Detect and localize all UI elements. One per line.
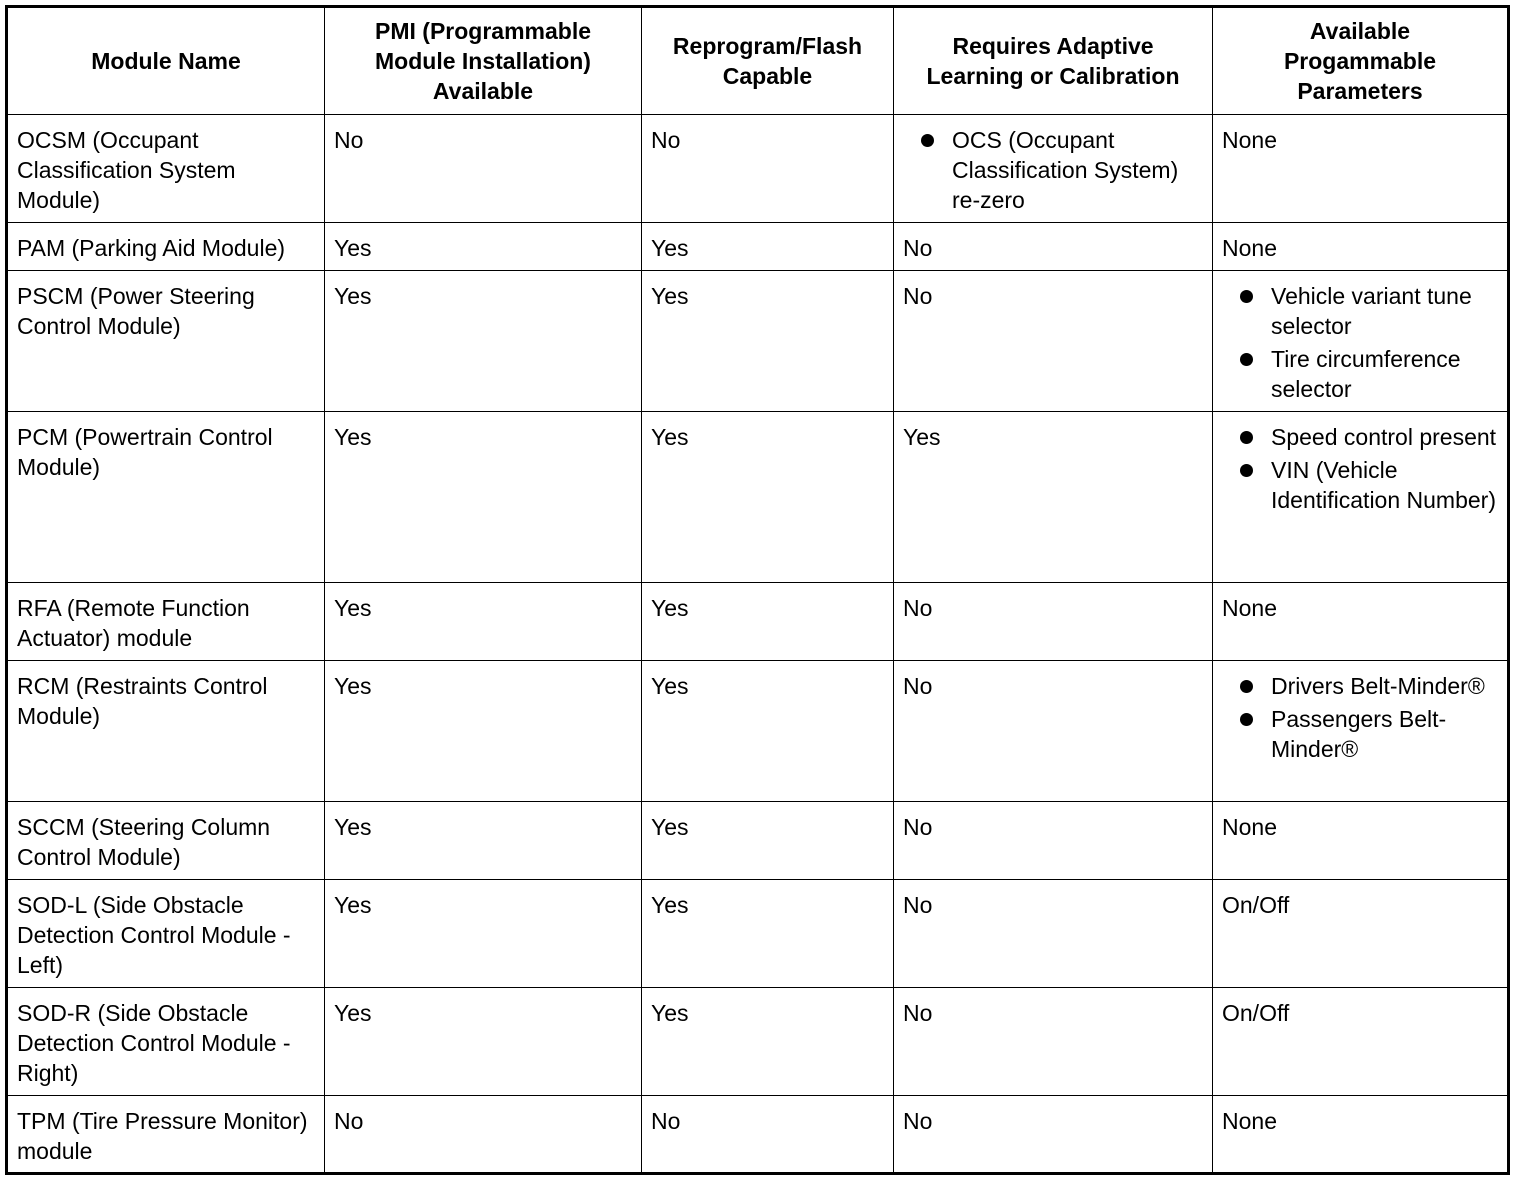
header-parameters: Available Progammable Parameters <box>1213 7 1509 115</box>
pmi-cell: Yes <box>325 223 642 271</box>
adaptive-cell <box>894 802 1213 880</box>
table-row <box>7 223 1509 271</box>
module-name-cell: PCM (Powertrain Control Module) <box>7 412 325 583</box>
table-row <box>7 1096 1509 1174</box>
flash-cell: Yes <box>642 988 894 1096</box>
module-name-cell: SOD-L (Side Obstacle Detection Control Module - Left) <box>7 880 325 988</box>
adaptive-cell <box>894 223 1213 271</box>
flash-cell: Yes <box>642 661 894 802</box>
module-name-cell: PSCM (Power Steering Control Module) <box>7 271 325 412</box>
pmi-cell: Yes <box>325 412 642 583</box>
adaptive-cell <box>894 271 1213 412</box>
table-row <box>7 661 1509 802</box>
adaptive-cell <box>894 115 1213 223</box>
adaptive-bullet-list <box>903 125 1204 215</box>
adaptive-cell <box>894 661 1213 802</box>
flash-cell: Yes <box>642 412 894 583</box>
table-row <box>7 880 1509 988</box>
parameters-cell <box>1213 988 1509 1096</box>
header-flash: Reprogram/Flash Capable <box>642 7 894 115</box>
table-body <box>7 115 1509 1174</box>
table-row <box>7 583 1509 661</box>
adaptive-cell <box>894 412 1213 583</box>
adaptive-text: No <box>903 595 933 621</box>
table-row <box>7 115 1509 223</box>
adaptive-cell <box>894 1096 1213 1174</box>
parameters-cell <box>1213 661 1509 802</box>
parameters-text: None <box>1222 127 1277 153</box>
parameters-text: None <box>1222 814 1277 840</box>
module-name-cell: RCM (Restraints Control Module) <box>7 661 325 802</box>
parameters-text: None <box>1222 595 1277 621</box>
flash-cell: Yes <box>642 802 894 880</box>
parameters-cell <box>1213 802 1509 880</box>
adaptive-text: No <box>903 283 933 309</box>
parameters-text: None <box>1222 1108 1277 1134</box>
adaptive-cell <box>894 988 1213 1096</box>
bullet-item: Drivers Belt-Minder® <box>1222 671 1499 701</box>
parameters-bullet-list <box>1222 422 1499 515</box>
adaptive-text: No <box>903 673 933 699</box>
flash-cell: No <box>642 115 894 223</box>
pmi-cell: Yes <box>325 880 642 988</box>
parameters-text: None <box>1222 235 1277 261</box>
parameters-cell <box>1213 115 1509 223</box>
adaptive-text: No <box>903 235 933 261</box>
bullet-item: VIN (Vehicle Identification Number) <box>1222 455 1499 515</box>
bullet-item: Speed control present <box>1222 422 1499 452</box>
adaptive-text: No <box>903 814 933 840</box>
bullet-item: Vehicle variant tune selector <box>1222 281 1499 341</box>
table-row <box>7 988 1509 1096</box>
parameters-bullet-list <box>1222 671 1499 764</box>
adaptive-cell <box>894 583 1213 661</box>
parameters-text: On/Off <box>1222 1000 1290 1026</box>
table-row <box>7 271 1509 412</box>
table-row <box>7 412 1509 583</box>
pmi-cell: Yes <box>325 988 642 1096</box>
module-name-cell: OCSM (Occupant Classification System Module) <box>7 115 325 223</box>
header-row <box>7 7 1509 115</box>
bullet-item: Tire circumference selector <box>1222 344 1499 404</box>
header-adaptive: Requires Adaptive Learning or Calibration <box>894 7 1213 115</box>
pmi-cell: No <box>325 1096 642 1174</box>
module-name-cell: SCCM (Steering Column Control Module) <box>7 802 325 880</box>
flash-cell: Yes <box>642 223 894 271</box>
bullet-item: Passengers Belt-Minder® <box>1222 704 1499 764</box>
parameters-cell <box>1213 223 1509 271</box>
pmi-cell: Yes <box>325 802 642 880</box>
module-name-cell: RFA (Remote Function Actuator) module <box>7 583 325 661</box>
pmi-cell: Yes <box>325 271 642 412</box>
adaptive-cell <box>894 880 1213 988</box>
adaptive-text: No <box>903 1108 933 1134</box>
parameters-cell <box>1213 880 1509 988</box>
pmi-cell: Yes <box>325 583 642 661</box>
parameters-text: On/Off <box>1222 892 1290 918</box>
flash-cell: No <box>642 1096 894 1174</box>
module-table <box>5 5 1510 1175</box>
parameters-cell <box>1213 412 1509 583</box>
pmi-cell: Yes <box>325 661 642 802</box>
header-pmi: PMI (Programmable Module Installation) Available <box>325 7 642 115</box>
adaptive-text: No <box>903 892 933 918</box>
adaptive-text: Yes <box>903 424 941 450</box>
parameters-cell <box>1213 583 1509 661</box>
adaptive-text: No <box>903 1000 933 1026</box>
bullet-item: OCS (Occupant Classification System) re-zero <box>903 125 1204 215</box>
parameters-cell <box>1213 271 1509 412</box>
module-name-cell: TPM (Tire Pressure Monitor) module <box>7 1096 325 1174</box>
table-row <box>7 802 1509 880</box>
flash-cell: Yes <box>642 880 894 988</box>
flash-cell: Yes <box>642 583 894 661</box>
header-module-name: Module Name <box>7 7 325 115</box>
module-name-cell: SOD-R (Side Obstacle Detection Control Module - Right) <box>7 988 325 1096</box>
module-name-cell: PAM (Parking Aid Module) <box>7 223 325 271</box>
pmi-cell: No <box>325 115 642 223</box>
parameters-cell <box>1213 1096 1509 1174</box>
parameters-bullet-list <box>1222 281 1499 404</box>
flash-cell: Yes <box>642 271 894 412</box>
